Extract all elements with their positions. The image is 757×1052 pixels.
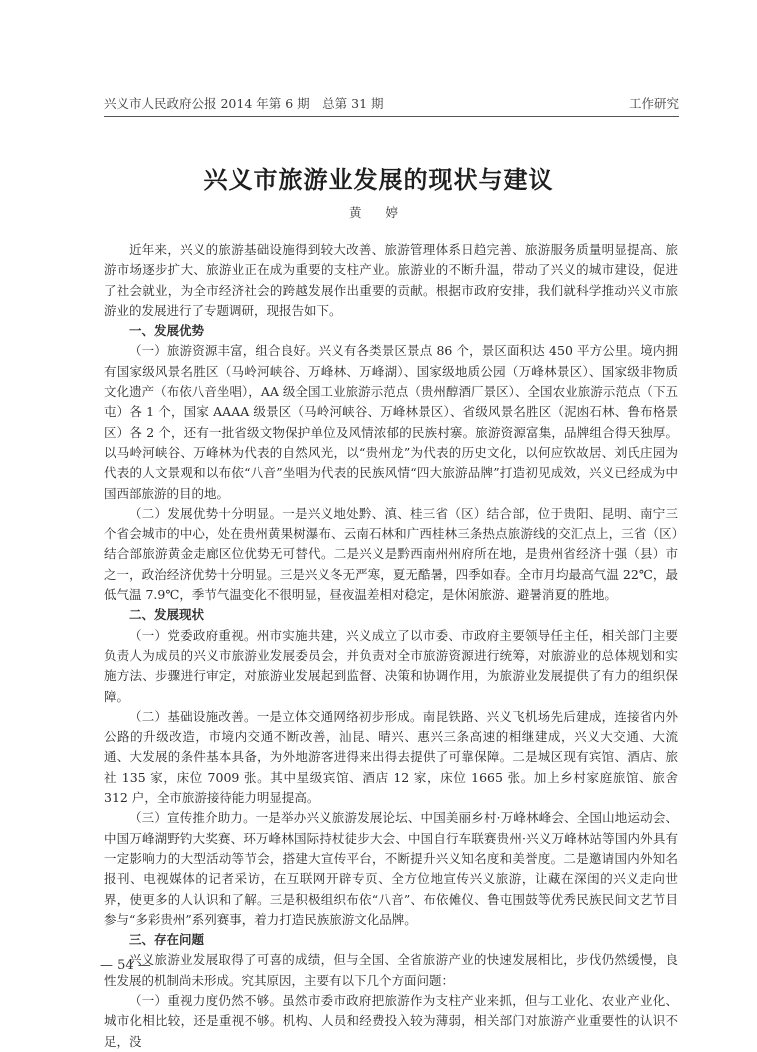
body-paragraph: （一）党委政府重视。州市实施共建，兴义成立了以市委、市政府主要领导任主任，相关部门主要负责人为成员的兴义市旅游业发展委员会，并负责对全市旅游资源进行统筹，对旅游业的总体规划和实施方法、步骤进行审定，对旅游业发展起到监督、决策和协调作用，为旅游业发展提供了有力的组织保障。 — [104, 627, 678, 704]
body-paragraph: （一）旅游资源丰富，组合良好。兴义有各类景区景点 86 个，景区面积达 450 平方公里。境内拥有国家级风景名胜区（马岭河峡谷、万峰林、万峰湖）、国家级地质公园（万峰林景区）、国家级非物质文化遗产（布依八音坐唱），AA 级全国工业旅游示范点（贵州醇酒厂景区）、全国农业旅游示范点（下五屯）各 1 个，国家 AAAA 级景区（马岭河峡谷、万峰林景区）、省级风景名胜区（泥凼石林、鲁布格景区）各 2 个，还有一批省级文物保护单位及风情浓郁的民族村寨。旅游资源富集，品牌组合得天独厚。以马岭河峡谷、万峰林为代表的自然风光，以“贵州龙”为代表的历史文化，以何应钦故居、刘氏庄园为代表的人文景观和以布依“八音”坐唱为代表的民族风情“四大旅游品牌”打造初见成效，兴义已经成为中国西部旅游的目的地。 — [104, 343, 678, 501]
body-paragraph: （三）宣传推介助力。一是举办兴义旅游发展论坛、中国美丽乡村·万峰林峰会、全国山地运动会、中国万峰湖野钓大奖赛、环万峰林国际持杖徒步大会、中国自行车联赛贵州·兴义万峰林站等国内外具有一定影响力的大型活动等节会，搭建大宣传平台，不断提升兴义知名度和美誉度。二是邀请国内外知名报刊、电视媒体的记者采访，在互联网开辟专页、全方位地宣传兴义旅游，让藏在深闺的兴义走向世界，使更多的人认识和了解。三是积极组织布依“八音”、布依傩仪、鲁屯围鼓等优秀民族民间文艺节目参与“多彩贵州”系列赛事，着力打造民族旅游文化品牌。 — [104, 810, 678, 927]
page-number: — 54 — — [100, 958, 151, 973]
body-paragraph: （一）重视力度仍然不够。虽然市委市政府把旅游作为支柱产业来抓，但与工业化、农业产业化、城市化相比较，还是重视不够。机构、人员和经费投入较为薄弱，相关部门对旅游产业重要性的认识不足，没 — [104, 992, 678, 1049]
article-body — [104, 240, 678, 1052]
body-paragraph: （二）基础设施改善。一是立体交通网络初步形成。南昆铁路、兴义飞机场先后建成，连接省内外公路的升级改造，市境内交通不断改善，汕昆、晴兴、惠兴三条高速的相继建成，兴义大交通、大流通、大发展的条件基本具备，为外地游客进得来出得去提供了可靠保障。二是城区现有宾馆、酒店、旅社 135 家，床位 7009 张。其中星级宾馆、酒店 12 家，床位 1665 张。加上乡村家庭旅馆、旅舍 312 户，全市旅游接待能力明显提高。 — [104, 708, 678, 806]
journal-issue: 兴义市人民政府公报 2014 年第 6 期 总第 31 期 — [104, 96, 384, 111]
article-author: 黄 婷 — [349, 205, 408, 220]
body-paragraph: 兴义旅游业发展取得了可喜的成绩，但与全国、全省旅游产业的快速发展相比，步伐仍然缓慢，良性发展的机制尚未形成。究其原因，主要有以下几个方面问题： — [104, 952, 678, 988]
intro-paragraph: 近年来，兴义的旅游基础设施得到较大改善、旅游管理体系日趋完善、旅游服务质量明显提高、旅游市场逐步扩大、旅游业正在成为重要的支柱产业。旅游业的不断升温，带动了兴义的城市建设，促进了社会就业，为全市经济社会的跨越发展作出重要的贡献。根据市政府安排，我们就科学推动兴义市旅游业的发展进行了专题调研，现报告如下。 — [104, 242, 678, 318]
section-label: 工作研究 — [628, 96, 679, 111]
section-heading: 一、发展优势 — [129, 323, 205, 339]
running-header — [104, 94, 679, 116]
article-title: 兴义市旅游业发展的现状与建议 — [203, 165, 554, 194]
section-heading: 二、发展现状 — [129, 607, 205, 623]
section-heading: 三、存在问题 — [129, 932, 205, 948]
body-paragraph: （二）发展优势十分明显。一是兴义地处黔、滇、桂三省（区）结合部，位于贵阳、昆明、南宁三个省会城市的中心，处在贵州黄果树瀑布、云南石林和广西桂林三条热点旅游线的交汇点上，三省（区）结合部旅游黄金走廊区位优势无可替代。二是兴义是黔西南州州府所在地，是贵州省经济十强（县）市之一，政治经济优势十分明显。三是兴义冬无严寒，夏无酷暑，四季如春。全市月均最高气温 22℃，最低气温 7.9℃，季节气温变化不很明显，昼夜温差相对稳定，是休闲旅游、避暑消夏的胜地。 — [104, 505, 678, 603]
header-divider — [104, 116, 679, 117]
